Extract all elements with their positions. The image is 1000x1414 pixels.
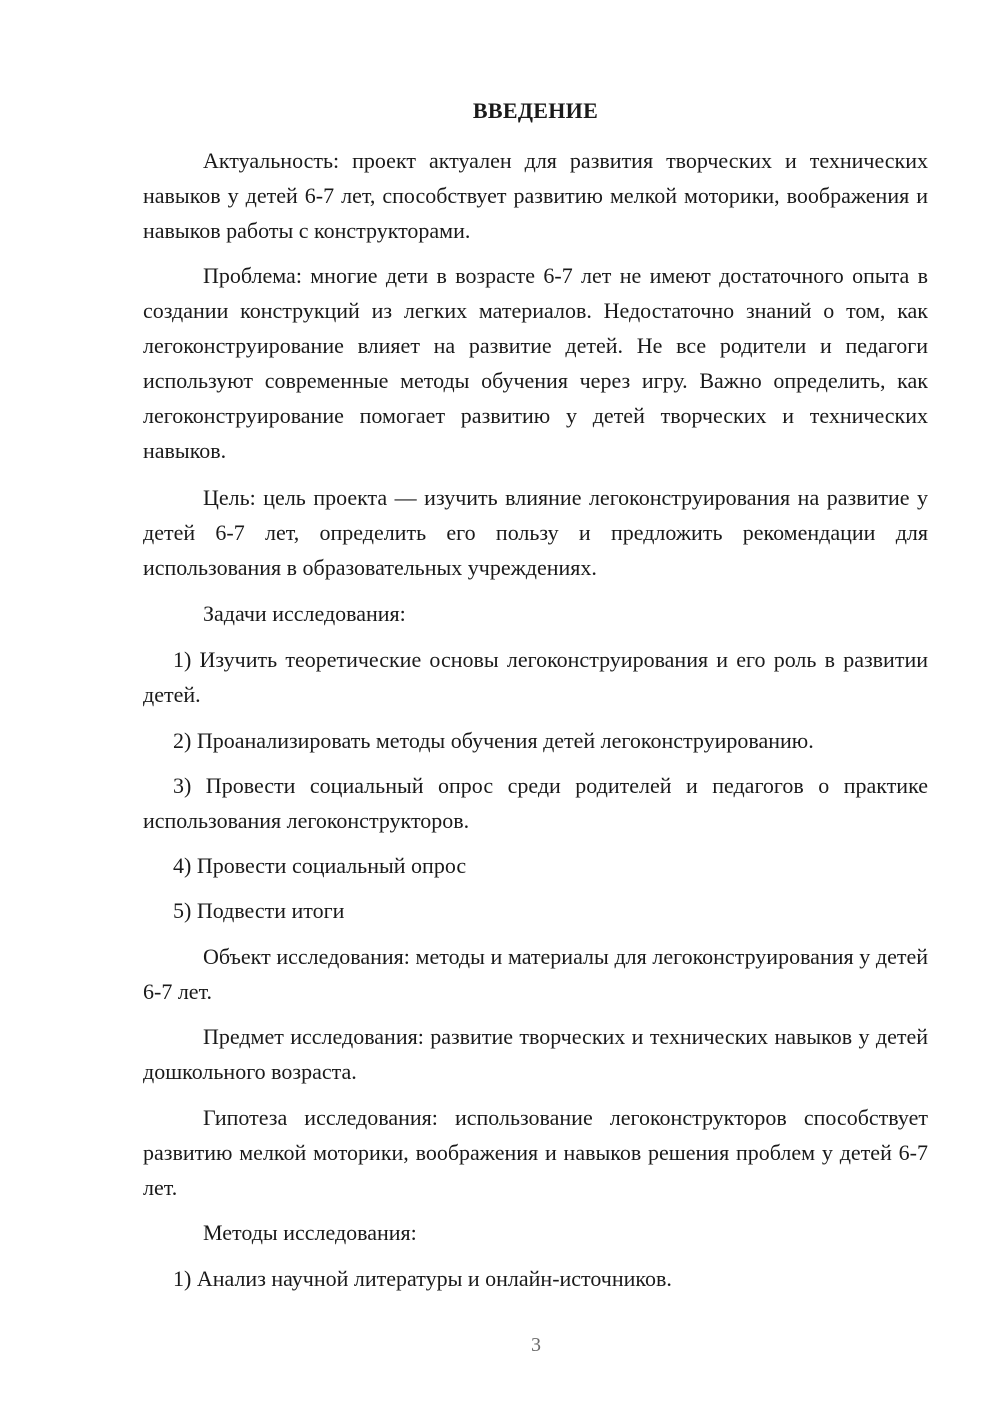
- document-title: ВВЕДЕНИЕ: [472, 98, 599, 123]
- paragraph-problem: Проблема: многие дети в возрасте 6-7 лет не имеют достаточного опыта в создании конструкций из легких материалов. Недостаточно знаний о том, как легоконструирование влияет на развитие детей. Не все родители и педагоги используют современные методы обучения через игру. Важно определить, как легоконструирование помогает развитию у детей творческих и технических навыков.: [143, 263, 928, 463]
- paragraph-methods-heading: Методы исследования:: [203, 1220, 417, 1245]
- paragraph-tasks-heading: Задачи исследования:: [203, 601, 406, 626]
- list-item-task-2: 2) Проанализировать методы обучения детей легоконструированию.: [173, 728, 814, 753]
- list-item-task-3: 3) Провести социальный опрос среди родителей и педагогов о практике использования легоконструкторов.: [143, 773, 928, 833]
- page-number: 3: [531, 1334, 541, 1356]
- list-item-method-1: 1) Анализ научной литературы и онлайн-источников.: [173, 1266, 672, 1291]
- paragraph-subject: Предмет исследования: развитие творческих и технических навыков у детей дошкольного возраста.: [143, 1024, 928, 1084]
- list-item-task-1: 1) Изучить теоретические основы легоконструирования и его роль в развитии детей.: [143, 647, 928, 707]
- list-item-task-5: 5) Подвести итоги: [173, 898, 345, 923]
- paragraph-goal: Цель: цель проекта — изучить влияние легоконструирования на развитие у детей 6-7 лет, определить его пользу и предложить рекомендации для использования в образовательных учреждениях.: [143, 485, 928, 580]
- list-item-task-4: 4) Провести социальный опрос: [173, 853, 467, 878]
- paragraph-hypothesis: Гипотеза исследования: использование легоконструкторов способствует развитию мелкой моторики, воображения и навыков решения проблем у детей 6-7 лет.: [143, 1105, 928, 1200]
- paragraph-object: Объект исследования: методы и материалы для легоконструирования у детей 6-7 лет.: [143, 944, 928, 1004]
- paragraph-relevance: Актуальность: проект актуален для развития творческих и технических навыков у детей 6-7 лет, способствует развитию мелкой моторики, воображения и навыков работы с конструкторами.: [143, 148, 928, 243]
